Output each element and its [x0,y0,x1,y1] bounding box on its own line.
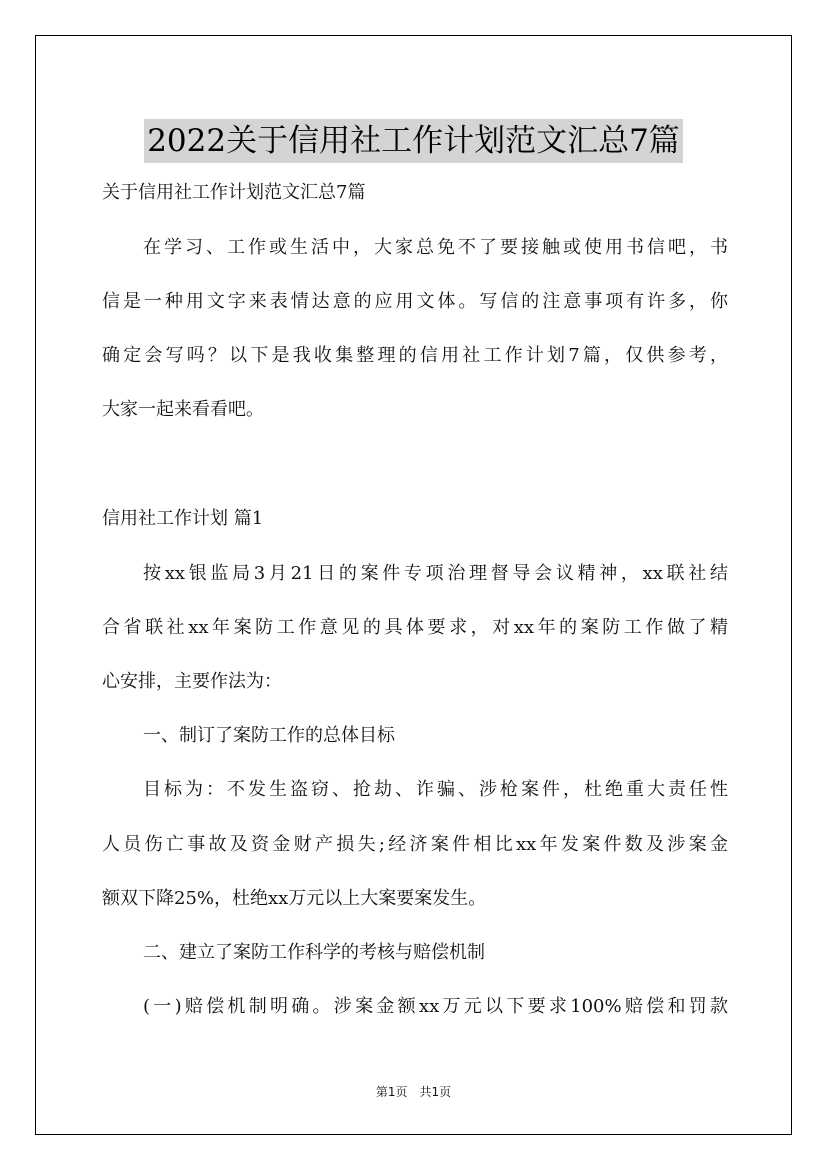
body-line-7: 额双下降25%，杜绝xx万元以上大案要案发生。 [102,888,487,909]
body-line-9: (一)赔偿机制明确。涉案金额xx万元以下要求100%赔偿和罚款 [143,996,728,1017]
page-number: 第1页 [375,1085,408,1099]
intro-line-3: 确定会写吗？以下是我收集整理的信用社工作计划7篇，仅供参考， [102,345,728,366]
body-heading-2: 二、建立了案防工作科学的考核与赔偿机制 [143,942,485,963]
body-heading-1: 一、制订了案防工作的总体目标 [143,725,395,746]
document-subtitle: 关于信用社工作计划范文汇总7篇 [102,182,366,203]
intro-line-1: 在学习、工作或生活中，大家总免不了要接触或使用书信吧，书 [143,237,728,258]
body-line-3: 心安排，主要作法为： [102,671,282,692]
intro-line-4: 大家一起来看看吧。 [102,399,264,420]
body-line-2: 合省联社xx年案防工作意见的具体要求，对xx年的案防工作做了精 [102,617,728,638]
document-title: 2022关于信用社工作计划范文汇总7篇 [144,119,683,163]
body-line-1: 按xx银监局3月21日的案件专项治理督导会议精神，xx联社结 [143,563,728,584]
body-line-6: 人员伤亡事故及资金财产损失;经济案件相比xx年发案件数及涉案金 [102,834,728,855]
title-container [0,98,827,184]
section-heading: 信用社工作计划 篇1 [102,508,264,529]
page-total: 共1页 [419,1085,452,1099]
intro-line-2: 信是一种用文字来表情达意的应用文体。写信的注意事项有许多，你 [102,291,728,312]
page-footer [0,1084,827,1100]
body-line-5: 目标为：不发生盗窃、抢劫、诈骗、涉枪案件，杜绝重大责任性 [143,779,728,800]
